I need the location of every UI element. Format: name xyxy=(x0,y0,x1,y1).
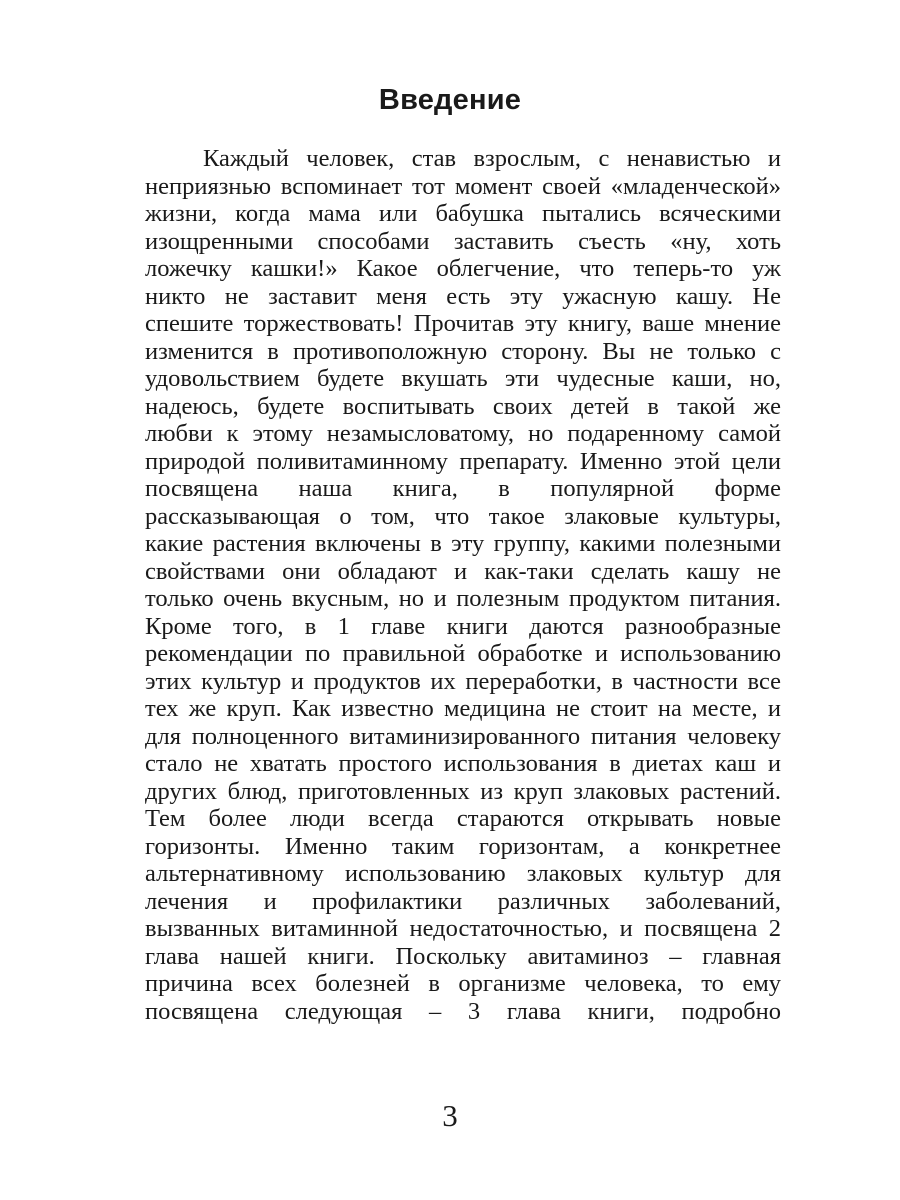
text-line: для полноценного витаминизированного питания человеку xyxy=(145,722,781,750)
text-line: жизни, когда мама или бабушка пытались всяческими xyxy=(145,200,781,227)
text-line: тех же круп. Как известно медицина не стоит на месте, и xyxy=(145,695,781,722)
text-line: неприязнью вспоминает тот момент своей «младенческой» xyxy=(145,172,781,200)
text-line: стало не хватать простого использования в диетах каш и xyxy=(145,750,781,777)
text-line: свойствами они обладают и как-таки сделать кашу не xyxy=(145,557,781,585)
chapter-title: Введение xyxy=(378,84,522,116)
text-line: только очень вкусным, но и полезным продуктом питания. xyxy=(145,585,781,612)
text-line: глава нашей книги. Поскольку авитаминоз – главная xyxy=(145,942,781,970)
text-line: этих культур и продуктов их переработки, в частности все xyxy=(145,667,781,695)
text-line: посвящена следующая – 3 глава книги, подробно xyxy=(145,997,781,1025)
text-line: альтернативному использованию злаковых культур для xyxy=(145,860,781,887)
text-line: какие растения включены в эту группу, какими полезными xyxy=(145,530,781,557)
text-line: вызванных витаминной недостаточностью, и посвящена 2 xyxy=(145,915,781,942)
text-line: горизонты. Именно таким горизонтам, а конкретнее xyxy=(145,832,781,860)
body-paragraph xyxy=(145,145,781,1025)
text-line: ложечку кашки!» Какое облегчение, что теперь-то уж xyxy=(145,255,781,282)
text-line: спешите торжествовать! Прочитав эту книгу, ваше мнение xyxy=(145,310,781,337)
text-line: лечения и профилактики различных заболеваний, xyxy=(145,887,781,915)
text-line: любви к этому незамысловатому, но подаренному самой xyxy=(145,420,781,447)
text-line: изменится в противоположную сторону. Вы не только с xyxy=(145,337,781,365)
text-line: никто не заставит меня есть эту ужасную кашу. Не xyxy=(145,282,781,310)
text-line: надеюсь, будете воспитывать своих детей в такой же xyxy=(145,392,781,420)
text-line: Кроме того, в 1 главе книги даются разнообразные xyxy=(145,612,781,640)
text-line: изощренными способами заставить съесть «ну, хоть xyxy=(145,227,781,255)
text-line: природой поливитаминному препарату. Именно этой цели xyxy=(145,447,781,475)
text-line: Каждый человек, став взрослым, с ненавистью и xyxy=(203,145,781,172)
text-line: рассказывающая о том, что такое злаковые культуры, xyxy=(145,502,781,530)
text-line: посвящена наша книга, в популярной форме xyxy=(145,475,781,502)
text-line: причина всех болезней в организме человека, то ему xyxy=(145,970,781,997)
text-line: рекомендации по правильной обработке и использованию xyxy=(145,640,781,667)
text-line: других блюд, приготовленных из круп злаковых растений. xyxy=(145,777,781,805)
text-line: удовольствием будете вкушать эти чудесные каши, но, xyxy=(145,365,781,392)
text-line: Тем более люди всегда стараются открывать новые xyxy=(145,805,781,832)
page-number: 3 xyxy=(442,1098,458,1133)
